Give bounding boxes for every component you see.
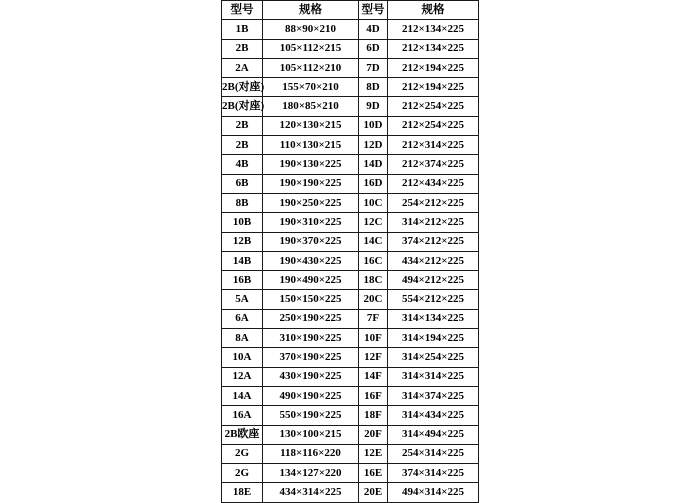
table-row [222, 136, 479, 155]
table-row [222, 464, 479, 483]
table-row [222, 444, 479, 463]
model-left-cell: 10A [222, 348, 263, 367]
model-left-cell: 2B [222, 39, 263, 58]
spec-right-cell: 254×314×225 [388, 444, 479, 463]
header-model-left: 型号 [222, 1, 263, 20]
table-row [222, 193, 479, 212]
spec-table-body [222, 20, 479, 502]
table-row [222, 213, 479, 232]
model-left-cell: 8B [222, 193, 263, 212]
model-left-cell: 12B [222, 232, 263, 251]
spec-right-cell: 212×314×225 [388, 136, 479, 155]
spec-right-cell: 554×212×225 [388, 290, 479, 309]
table-row [222, 425, 479, 444]
spec-left-cell: 190×130×225 [263, 155, 359, 174]
table-row [222, 97, 479, 116]
spec-right-cell: 314×494×225 [388, 425, 479, 444]
spec-right-cell: 254×212×225 [388, 193, 479, 212]
table-row [222, 116, 479, 135]
model-right-cell: 4D [359, 20, 388, 39]
model-right-cell: 14C [359, 232, 388, 251]
spec-right-cell: 434×212×225 [388, 251, 479, 270]
spec-left-cell: 434×314×225 [263, 483, 359, 502]
model-right-cell: 18C [359, 271, 388, 290]
header-spec-left: 规格 [263, 1, 359, 20]
table-row [222, 20, 479, 39]
model-right-cell: 10D [359, 116, 388, 135]
spec-left-cell: 490×190×225 [263, 386, 359, 405]
spec-left-cell: 180×85×210 [263, 97, 359, 116]
spec-right-cell: 374×212×225 [388, 232, 479, 251]
model-left-cell: 2B欧座 [222, 425, 263, 444]
table-row [222, 309, 479, 328]
spec-right-cell: 314×374×225 [388, 386, 479, 405]
spec-left-cell: 118×116×220 [263, 444, 359, 463]
spec-left-cell: 190×250×225 [263, 193, 359, 212]
model-left-cell: 2B [222, 136, 263, 155]
spec-left-cell: 134×127×220 [263, 464, 359, 483]
model-right-cell: 12C [359, 213, 388, 232]
model-left-cell: 14B [222, 251, 263, 270]
spec-left-cell: 105×112×215 [263, 39, 359, 58]
model-left-cell: 1B [222, 20, 263, 39]
spec-right-cell: 212×194×225 [388, 58, 479, 77]
spec-left-cell: 250×190×225 [263, 309, 359, 328]
model-left-cell: 2A [222, 58, 263, 77]
model-right-cell: 16F [359, 386, 388, 405]
model-right-cell: 16D [359, 174, 388, 193]
model-right-cell: 20E [359, 483, 388, 502]
table-row [222, 271, 479, 290]
spec-right-cell: 314×134×225 [388, 309, 479, 328]
spec-right-cell: 314×254×225 [388, 348, 479, 367]
model-right-cell: 16E [359, 464, 388, 483]
model-left-cell: 8A [222, 329, 263, 348]
table-row [222, 483, 479, 502]
model-left-cell: 10B [222, 213, 263, 232]
spec-left-cell: 105×112×210 [263, 58, 359, 77]
spec-left-cell: 190×370×225 [263, 232, 359, 251]
spec-left-cell: 130×100×215 [263, 425, 359, 444]
model-right-cell: 14F [359, 367, 388, 386]
model-left-cell: 4B [222, 155, 263, 174]
model-left-cell: 6B [222, 174, 263, 193]
model-right-cell: 20F [359, 425, 388, 444]
spec-right-cell: 212×134×225 [388, 39, 479, 58]
spec-right-cell: 212×254×225 [388, 116, 479, 135]
spec-left-cell: 190×310×225 [263, 213, 359, 232]
model-right-cell: 10C [359, 193, 388, 212]
model-right-cell: 6D [359, 39, 388, 58]
table-row [222, 174, 479, 193]
spec-left-cell: 190×190×225 [263, 174, 359, 193]
spec-left-cell: 370×190×225 [263, 348, 359, 367]
header-spec-right: 规格 [388, 1, 479, 20]
spec-left-cell: 190×490×225 [263, 271, 359, 290]
table-row [222, 58, 479, 77]
spec-right-cell: 494×314×225 [388, 483, 479, 502]
spec-right-cell: 494×212×225 [388, 271, 479, 290]
table-row [222, 290, 479, 309]
model-right-cell: 9D [359, 97, 388, 116]
model-left-cell: 16B [222, 271, 263, 290]
spec-left-cell: 120×130×215 [263, 116, 359, 135]
model-right-cell: 20C [359, 290, 388, 309]
model-left-cell: 5A [222, 290, 263, 309]
spec-right-cell: 212×434×225 [388, 174, 479, 193]
table-row [222, 386, 479, 405]
spec-left-cell: 430×190×225 [263, 367, 359, 386]
table-row [222, 78, 479, 97]
model-left-cell: 18E [222, 483, 263, 502]
table-row [222, 39, 479, 58]
spec-right-cell: 314×212×225 [388, 213, 479, 232]
table-row [222, 367, 479, 386]
spec-left-cell: 190×430×225 [263, 251, 359, 270]
model-left-cell: 2B [222, 116, 263, 135]
model-right-cell: 12D [359, 136, 388, 155]
model-right-cell: 12F [359, 348, 388, 367]
model-right-cell: 18F [359, 406, 388, 425]
table-row [222, 251, 479, 270]
spec-left-cell: 155×70×210 [263, 78, 359, 97]
model-left-cell: 14A [222, 386, 263, 405]
spec-right-cell: 314×194×225 [388, 329, 479, 348]
model-right-cell: 7D [359, 58, 388, 77]
model-left-cell: 6A [222, 309, 263, 328]
model-right-cell: 12E [359, 444, 388, 463]
model-left-cell: 2G [222, 444, 263, 463]
model-left-cell: 16A [222, 406, 263, 425]
table-row [222, 406, 479, 425]
spec-right-cell: 212×134×225 [388, 20, 479, 39]
spec-left-cell: 110×130×215 [263, 136, 359, 155]
spec-left-cell: 310×190×225 [263, 329, 359, 348]
table-row [222, 348, 479, 367]
spec-table [221, 0, 479, 503]
table-header-row [222, 1, 479, 20]
spec-right-cell: 212×254×225 [388, 97, 479, 116]
model-right-cell: 16C [359, 251, 388, 270]
table-row [222, 329, 479, 348]
model-left-cell: 2B(对座) [222, 97, 263, 116]
table-row [222, 232, 479, 251]
model-left-cell: 12A [222, 367, 263, 386]
model-right-cell: 7F [359, 309, 388, 328]
spec-right-cell: 212×194×225 [388, 78, 479, 97]
model-right-cell: 10F [359, 329, 388, 348]
model-left-cell: 2B(对座) [222, 78, 263, 97]
header-model-right: 型号 [359, 1, 388, 20]
spec-right-cell: 314×314×225 [388, 367, 479, 386]
model-right-cell: 8D [359, 78, 388, 97]
spec-left-cell: 150×150×225 [263, 290, 359, 309]
spec-right-cell: 212×374×225 [388, 155, 479, 174]
model-left-cell: 2G [222, 464, 263, 483]
table-row [222, 155, 479, 174]
spec-left-cell: 550×190×225 [263, 406, 359, 425]
model-right-cell: 14D [359, 155, 388, 174]
spec-left-cell: 88×90×210 [263, 20, 359, 39]
spec-right-cell: 374×314×225 [388, 464, 479, 483]
spec-right-cell: 314×434×225 [388, 406, 479, 425]
